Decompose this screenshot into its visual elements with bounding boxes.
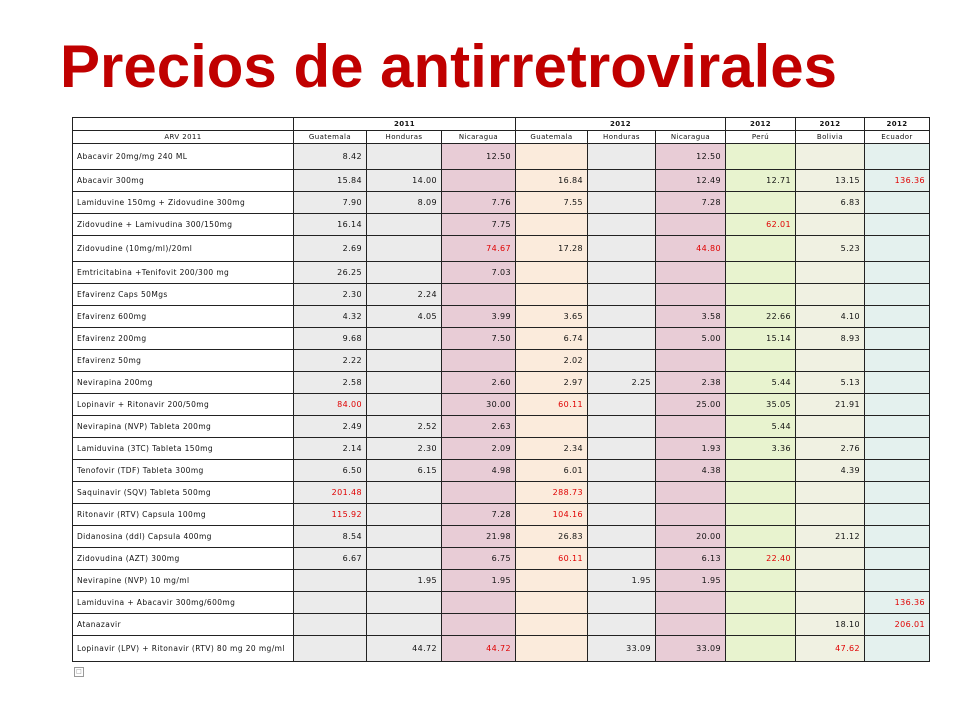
price-cell[interactable] bbox=[294, 570, 367, 592]
price-cell[interactable]: 12.71 bbox=[726, 170, 796, 192]
price-cell[interactable]: 74.67 bbox=[442, 236, 516, 262]
drug-name-cell[interactable]: Nevirapine (NVP) 10 mg/ml bbox=[73, 570, 294, 592]
drug-name-cell[interactable]: Lamiduvina + Abacavir 300mg/600mg bbox=[73, 592, 294, 614]
price-cell[interactable]: 12.50 bbox=[656, 144, 726, 170]
price-cell[interactable] bbox=[588, 504, 656, 526]
price-cell[interactable] bbox=[367, 214, 442, 236]
drug-name-cell[interactable]: Lamiduvina (3TC) Tableta 150mg bbox=[73, 438, 294, 460]
price-table bbox=[72, 117, 930, 662]
price-cell[interactable] bbox=[865, 570, 930, 592]
price-cell[interactable]: 1.93 bbox=[656, 438, 726, 460]
price-cell[interactable]: 7.75 bbox=[442, 214, 516, 236]
country-header: Ecuador bbox=[865, 131, 930, 144]
table-row bbox=[73, 236, 930, 262]
price-cell[interactable] bbox=[294, 636, 367, 662]
price-cell[interactable] bbox=[516, 636, 588, 662]
price-cell[interactable]: 25.00 bbox=[656, 394, 726, 416]
price-cell[interactable] bbox=[796, 482, 865, 504]
price-cell[interactable] bbox=[442, 284, 516, 306]
price-cell[interactable]: 104.16 bbox=[516, 504, 588, 526]
price-cell[interactable]: 22.40 bbox=[726, 548, 796, 570]
price-cell[interactable]: 7.28 bbox=[442, 504, 516, 526]
price-cell[interactable]: 6.50 bbox=[294, 460, 367, 482]
price-cell[interactable]: 4.05 bbox=[367, 306, 442, 328]
price-cell[interactable] bbox=[656, 614, 726, 636]
drug-name-cell[interactable]: Didanosina (ddl) Capsula 400mg bbox=[73, 526, 294, 548]
price-cell[interactable] bbox=[588, 460, 656, 482]
price-cell[interactable] bbox=[367, 372, 442, 394]
price-cell[interactable] bbox=[588, 614, 656, 636]
price-cell[interactable] bbox=[656, 350, 726, 372]
price-cell[interactable] bbox=[588, 262, 656, 284]
price-cell[interactable]: 288.73 bbox=[516, 482, 588, 504]
price-cell[interactable]: 7.55 bbox=[516, 192, 588, 214]
price-cell[interactable] bbox=[726, 460, 796, 482]
price-cell[interactable]: 22.66 bbox=[726, 306, 796, 328]
table-row bbox=[73, 192, 930, 214]
price-cell[interactable]: 13.15 bbox=[796, 170, 865, 192]
price-cell[interactable] bbox=[726, 592, 796, 614]
price-cell[interactable] bbox=[588, 306, 656, 328]
price-cell[interactable] bbox=[588, 416, 656, 438]
price-cell[interactable] bbox=[588, 144, 656, 170]
price-cell[interactable]: 20.00 bbox=[656, 526, 726, 548]
price-cell[interactable] bbox=[294, 614, 367, 636]
price-cell[interactable] bbox=[865, 192, 930, 214]
price-cell[interactable]: 5.44 bbox=[726, 416, 796, 438]
price-cell[interactable] bbox=[726, 192, 796, 214]
price-cell[interactable]: 26.83 bbox=[516, 526, 588, 548]
country-header: Guatemala bbox=[516, 131, 588, 144]
price-cell[interactable] bbox=[588, 236, 656, 262]
price-cell[interactable]: 2.69 bbox=[294, 236, 367, 262]
price-cell[interactable] bbox=[294, 592, 367, 614]
country-header: Bolivia bbox=[796, 131, 865, 144]
price-cell[interactable] bbox=[516, 214, 588, 236]
price-cell[interactable] bbox=[588, 482, 656, 504]
drug-name-cell[interactable]: Saquinavir (SQV) Tableta 500mg bbox=[73, 482, 294, 504]
price-cell[interactable] bbox=[588, 284, 656, 306]
price-cell[interactable]: 6.74 bbox=[516, 328, 588, 350]
price-cell[interactable] bbox=[865, 394, 930, 416]
price-cell[interactable] bbox=[726, 636, 796, 662]
price-cell[interactable] bbox=[516, 416, 588, 438]
table-row bbox=[73, 416, 930, 438]
table-row bbox=[73, 214, 930, 236]
price-cell[interactable]: 3.65 bbox=[516, 306, 588, 328]
price-cell[interactable]: 33.09 bbox=[588, 636, 656, 662]
price-cell[interactable] bbox=[367, 614, 442, 636]
price-cell[interactable]: 5.44 bbox=[726, 372, 796, 394]
drug-name-cell[interactable]: Efavirenz Caps 50Mgs bbox=[73, 284, 294, 306]
drug-name-cell[interactable]: Efavirenz 600mg bbox=[73, 306, 294, 328]
price-cell[interactable] bbox=[588, 548, 656, 570]
price-cell[interactable]: 60.11 bbox=[516, 394, 588, 416]
price-cell[interactable]: 16.84 bbox=[516, 170, 588, 192]
page-title: Precios de antirretrovirales bbox=[60, 33, 838, 100]
table-row bbox=[73, 262, 930, 284]
price-cell[interactable]: 8.42 bbox=[294, 144, 367, 170]
price-cell[interactable] bbox=[865, 350, 930, 372]
table-row bbox=[73, 636, 930, 662]
price-cell[interactable]: 2.58 bbox=[294, 372, 367, 394]
price-cell[interactable]: 6.75 bbox=[442, 548, 516, 570]
price-cell[interactable]: 3.36 bbox=[726, 438, 796, 460]
price-cell[interactable] bbox=[442, 170, 516, 192]
price-cell[interactable] bbox=[516, 614, 588, 636]
price-cell[interactable] bbox=[367, 394, 442, 416]
table-row bbox=[73, 144, 930, 170]
drug-name-cell[interactable]: Lopinavir (LPV) + Ritonavir (RTV) 80 mg 20 mg/ml bbox=[73, 636, 294, 662]
price-cell[interactable] bbox=[726, 144, 796, 170]
price-cell[interactable]: 2.34 bbox=[516, 438, 588, 460]
price-cell[interactable] bbox=[726, 350, 796, 372]
price-cell[interactable] bbox=[367, 350, 442, 372]
drug-name-cell[interactable]: Efavirenz 200mg bbox=[73, 328, 294, 350]
price-cell[interactable] bbox=[726, 262, 796, 284]
price-cell[interactable]: 15.14 bbox=[726, 328, 796, 350]
drug-name-cell[interactable]: Emtricitabina +Tenifovit 200/300 mg bbox=[73, 262, 294, 284]
drug-name-cell[interactable]: Atanazavir bbox=[73, 614, 294, 636]
price-cell[interactable]: 2.38 bbox=[656, 372, 726, 394]
price-cell[interactable] bbox=[516, 284, 588, 306]
price-cell[interactable]: 1.95 bbox=[367, 570, 442, 592]
price-cell[interactable] bbox=[726, 570, 796, 592]
price-cell[interactable] bbox=[442, 482, 516, 504]
header-blank-cell bbox=[73, 118, 294, 131]
year-2012-bolivia-header: 2012 bbox=[796, 118, 865, 131]
price-cell[interactable]: 7.76 bbox=[442, 192, 516, 214]
price-cell[interactable] bbox=[367, 328, 442, 350]
price-cell[interactable]: 15.84 bbox=[294, 170, 367, 192]
price-cell[interactable]: 9.68 bbox=[294, 328, 367, 350]
price-cell[interactable] bbox=[865, 460, 930, 482]
price-cell[interactable]: 7.90 bbox=[294, 192, 367, 214]
price-cell[interactable] bbox=[796, 592, 865, 614]
price-cell[interactable] bbox=[442, 350, 516, 372]
year-2012-peru-header: 2012 bbox=[726, 118, 796, 131]
table-row bbox=[73, 548, 930, 570]
price-cell[interactable]: 1.95 bbox=[656, 570, 726, 592]
price-cell[interactable] bbox=[796, 504, 865, 526]
price-cell[interactable] bbox=[865, 284, 930, 306]
price-cell[interactable] bbox=[442, 592, 516, 614]
price-cell[interactable] bbox=[588, 350, 656, 372]
price-cell[interactable] bbox=[656, 416, 726, 438]
price-cell[interactable] bbox=[796, 570, 865, 592]
table-row bbox=[73, 438, 930, 460]
price-cell[interactable]: 62.01 bbox=[726, 214, 796, 236]
price-cell[interactable] bbox=[865, 144, 930, 170]
price-cell[interactable]: 6.13 bbox=[656, 548, 726, 570]
price-cell[interactable]: 6.15 bbox=[367, 460, 442, 482]
price-cell[interactable]: 21.12 bbox=[796, 526, 865, 548]
price-cell[interactable]: 4.98 bbox=[442, 460, 516, 482]
price-cell[interactable]: 5.13 bbox=[796, 372, 865, 394]
price-cell[interactable]: 2.97 bbox=[516, 372, 588, 394]
price-cell[interactable]: 115.92 bbox=[294, 504, 367, 526]
drug-name-cell[interactable]: Nevirapina 200mg bbox=[73, 372, 294, 394]
price-cell[interactable] bbox=[726, 482, 796, 504]
price-cell[interactable]: 2.30 bbox=[294, 284, 367, 306]
price-cell[interactable]: 21.91 bbox=[796, 394, 865, 416]
price-cell[interactable]: 3.99 bbox=[442, 306, 516, 328]
price-cell[interactable] bbox=[367, 526, 442, 548]
price-spreadsheet bbox=[72, 117, 929, 659]
row-label-header: ARV 2011 bbox=[73, 131, 294, 144]
price-cell[interactable] bbox=[588, 192, 656, 214]
price-cell[interactable] bbox=[516, 262, 588, 284]
price-cell[interactable] bbox=[516, 592, 588, 614]
drug-name-cell[interactable]: Zidovudina (AZT) 300mg bbox=[73, 548, 294, 570]
price-cell[interactable] bbox=[796, 350, 865, 372]
price-cell[interactable]: 3.58 bbox=[656, 306, 726, 328]
price-cell[interactable] bbox=[367, 262, 442, 284]
price-cell[interactable]: 2.60 bbox=[442, 372, 516, 394]
price-cell[interactable] bbox=[656, 482, 726, 504]
price-cell[interactable] bbox=[865, 236, 930, 262]
price-cell[interactable]: 21.98 bbox=[442, 526, 516, 548]
price-cell[interactable]: 4.32 bbox=[294, 306, 367, 328]
price-cell[interactable]: 47.62 bbox=[796, 636, 865, 662]
price-cell[interactable] bbox=[367, 482, 442, 504]
price-cell[interactable] bbox=[367, 504, 442, 526]
country-header: Perú bbox=[726, 131, 796, 144]
drug-name-cell[interactable]: Nevirapina (NVP) Tableta 200mg bbox=[73, 416, 294, 438]
price-cell[interactable] bbox=[726, 504, 796, 526]
price-cell[interactable]: 12.49 bbox=[656, 170, 726, 192]
paste-options-icon[interactable]: □ bbox=[74, 667, 84, 677]
drug-name-cell[interactable]: Ritonavir (RTV) Capsula 100mg bbox=[73, 504, 294, 526]
price-cell[interactable]: 136.36 bbox=[865, 592, 930, 614]
country-header: Nicaragua bbox=[442, 131, 516, 144]
price-cell[interactable] bbox=[865, 526, 930, 548]
price-cell[interactable] bbox=[726, 526, 796, 548]
price-cell[interactable] bbox=[726, 284, 796, 306]
year-header-row bbox=[73, 118, 930, 131]
table-row bbox=[73, 460, 930, 482]
drug-name-cell[interactable]: Abacavir 300mg bbox=[73, 170, 294, 192]
year-2012-header: 2012 bbox=[516, 118, 726, 131]
price-cell[interactable]: 8.54 bbox=[294, 526, 367, 548]
price-cell[interactable]: 44.80 bbox=[656, 236, 726, 262]
price-cell[interactable]: 8.09 bbox=[367, 192, 442, 214]
price-cell[interactable]: 2.25 bbox=[588, 372, 656, 394]
price-cell[interactable]: 6.83 bbox=[796, 192, 865, 214]
price-cell[interactable]: 4.38 bbox=[656, 460, 726, 482]
price-cell[interactable] bbox=[516, 144, 588, 170]
price-cell[interactable] bbox=[656, 214, 726, 236]
price-cell[interactable]: 4.39 bbox=[796, 460, 865, 482]
price-cell[interactable] bbox=[865, 504, 930, 526]
table-row bbox=[73, 284, 930, 306]
country-header: Guatemala bbox=[294, 131, 367, 144]
price-cell[interactable] bbox=[796, 548, 865, 570]
price-cell[interactable] bbox=[865, 548, 930, 570]
price-cell[interactable] bbox=[796, 416, 865, 438]
price-cell[interactable]: 6.67 bbox=[294, 548, 367, 570]
table-row bbox=[73, 350, 930, 372]
drug-name-cell[interactable]: Zidovudine (10mg/ml)/20ml bbox=[73, 236, 294, 262]
price-cell[interactable]: 2.49 bbox=[294, 416, 367, 438]
price-cell[interactable]: 7.03 bbox=[442, 262, 516, 284]
price-cell[interactable]: 206.01 bbox=[865, 614, 930, 636]
price-cell[interactable]: 4.10 bbox=[796, 306, 865, 328]
price-cell[interactable] bbox=[865, 328, 930, 350]
price-cell[interactable]: 18.10 bbox=[796, 614, 865, 636]
price-cell[interactable]: 2.76 bbox=[796, 438, 865, 460]
table-row bbox=[73, 170, 930, 192]
price-cell[interactable]: 5.23 bbox=[796, 236, 865, 262]
price-cell[interactable] bbox=[796, 262, 865, 284]
drug-name-cell[interactable]: Abacavir 20mg/mg 240 ML bbox=[73, 144, 294, 170]
price-cell[interactable] bbox=[367, 236, 442, 262]
price-cell[interactable] bbox=[367, 548, 442, 570]
price-cell[interactable] bbox=[796, 144, 865, 170]
price-cell[interactable]: 26.25 bbox=[294, 262, 367, 284]
price-cell[interactable] bbox=[726, 236, 796, 262]
price-cell[interactable]: 7.50 bbox=[442, 328, 516, 350]
drug-name-cell[interactable]: Efavirenz 50mg bbox=[73, 350, 294, 372]
price-cell[interactable] bbox=[865, 372, 930, 394]
country-header: Honduras bbox=[367, 131, 442, 144]
price-cell[interactable] bbox=[516, 570, 588, 592]
table-row bbox=[73, 394, 930, 416]
country-header: Honduras bbox=[588, 131, 656, 144]
year-2012-ecuador-header: 2012 bbox=[865, 118, 930, 131]
price-cell[interactable] bbox=[588, 526, 656, 548]
table-body bbox=[73, 144, 930, 662]
price-cell[interactable]: 6.01 bbox=[516, 460, 588, 482]
price-cell[interactable]: 2.52 bbox=[367, 416, 442, 438]
price-cell[interactable]: 2.14 bbox=[294, 438, 367, 460]
country-header: Nicaragua bbox=[656, 131, 726, 144]
price-cell[interactable] bbox=[726, 614, 796, 636]
table-row bbox=[73, 504, 930, 526]
price-cell[interactable] bbox=[865, 262, 930, 284]
country-header-row bbox=[73, 131, 930, 144]
price-cell[interactable]: 60.11 bbox=[516, 548, 588, 570]
drug-name-cell[interactable]: Tenofovir (TDF) Tableta 300mg bbox=[73, 460, 294, 482]
price-cell[interactable] bbox=[442, 614, 516, 636]
drug-name-cell[interactable]: Zidovudine + Lamivudina 300/150mg bbox=[73, 214, 294, 236]
price-cell[interactable]: 84.00 bbox=[294, 394, 367, 416]
price-cell[interactable]: 2.02 bbox=[516, 350, 588, 372]
price-cell[interactable]: 8.93 bbox=[796, 328, 865, 350]
price-cell[interactable] bbox=[865, 482, 930, 504]
price-cell[interactable]: 44.72 bbox=[442, 636, 516, 662]
price-cell[interactable] bbox=[656, 592, 726, 614]
table-row bbox=[73, 570, 930, 592]
price-cell[interactable]: 16.14 bbox=[294, 214, 367, 236]
price-cell[interactable]: 33.09 bbox=[656, 636, 726, 662]
price-cell[interactable]: 2.63 bbox=[442, 416, 516, 438]
table-row bbox=[73, 592, 930, 614]
price-cell[interactable]: 2.22 bbox=[294, 350, 367, 372]
price-cell[interactable]: 136.36 bbox=[865, 170, 930, 192]
table-row bbox=[73, 328, 930, 350]
price-cell[interactable] bbox=[865, 438, 930, 460]
table-row bbox=[73, 614, 930, 636]
price-cell[interactable]: 201.48 bbox=[294, 482, 367, 504]
price-cell[interactable] bbox=[367, 144, 442, 170]
table-row bbox=[73, 482, 930, 504]
price-cell[interactable]: 7.28 bbox=[656, 192, 726, 214]
price-cell[interactable] bbox=[367, 592, 442, 614]
price-cell[interactable] bbox=[656, 504, 726, 526]
price-cell[interactable]: 5.00 bbox=[656, 328, 726, 350]
price-cell[interactable]: 14.00 bbox=[367, 170, 442, 192]
price-cell[interactable]: 2.30 bbox=[367, 438, 442, 460]
price-cell[interactable] bbox=[796, 284, 865, 306]
price-cell[interactable] bbox=[865, 636, 930, 662]
price-cell[interactable]: 1.95 bbox=[442, 570, 516, 592]
year-2011-header: 2011 bbox=[294, 118, 516, 131]
price-cell[interactable]: 17.28 bbox=[516, 236, 588, 262]
price-cell[interactable]: 44.72 bbox=[367, 636, 442, 662]
price-cell[interactable]: 1.95 bbox=[588, 570, 656, 592]
price-cell[interactable] bbox=[588, 214, 656, 236]
price-cell[interactable] bbox=[588, 592, 656, 614]
drug-name-cell[interactable]: Lamiduvine 150mg + Zidovudine 300mg bbox=[73, 192, 294, 214]
price-cell[interactable] bbox=[656, 284, 726, 306]
price-cell[interactable] bbox=[588, 170, 656, 192]
price-cell[interactable] bbox=[865, 416, 930, 438]
price-cell[interactable]: 2.24 bbox=[367, 284, 442, 306]
price-cell[interactable] bbox=[588, 438, 656, 460]
price-cell[interactable]: 2.09 bbox=[442, 438, 516, 460]
price-cell[interactable] bbox=[865, 306, 930, 328]
price-cell[interactable]: 12.50 bbox=[442, 144, 516, 170]
price-cell[interactable] bbox=[656, 262, 726, 284]
price-cell[interactable]: 30.00 bbox=[442, 394, 516, 416]
table-row bbox=[73, 306, 930, 328]
price-cell[interactable]: 35.05 bbox=[726, 394, 796, 416]
drug-name-cell[interactable]: Lopinavir + Ritonavir 200/50mg bbox=[73, 394, 294, 416]
price-cell[interactable] bbox=[588, 328, 656, 350]
table-row bbox=[73, 526, 930, 548]
price-cell[interactable] bbox=[588, 394, 656, 416]
price-cell[interactable] bbox=[796, 214, 865, 236]
price-cell[interactable] bbox=[865, 214, 930, 236]
table-row bbox=[73, 372, 930, 394]
